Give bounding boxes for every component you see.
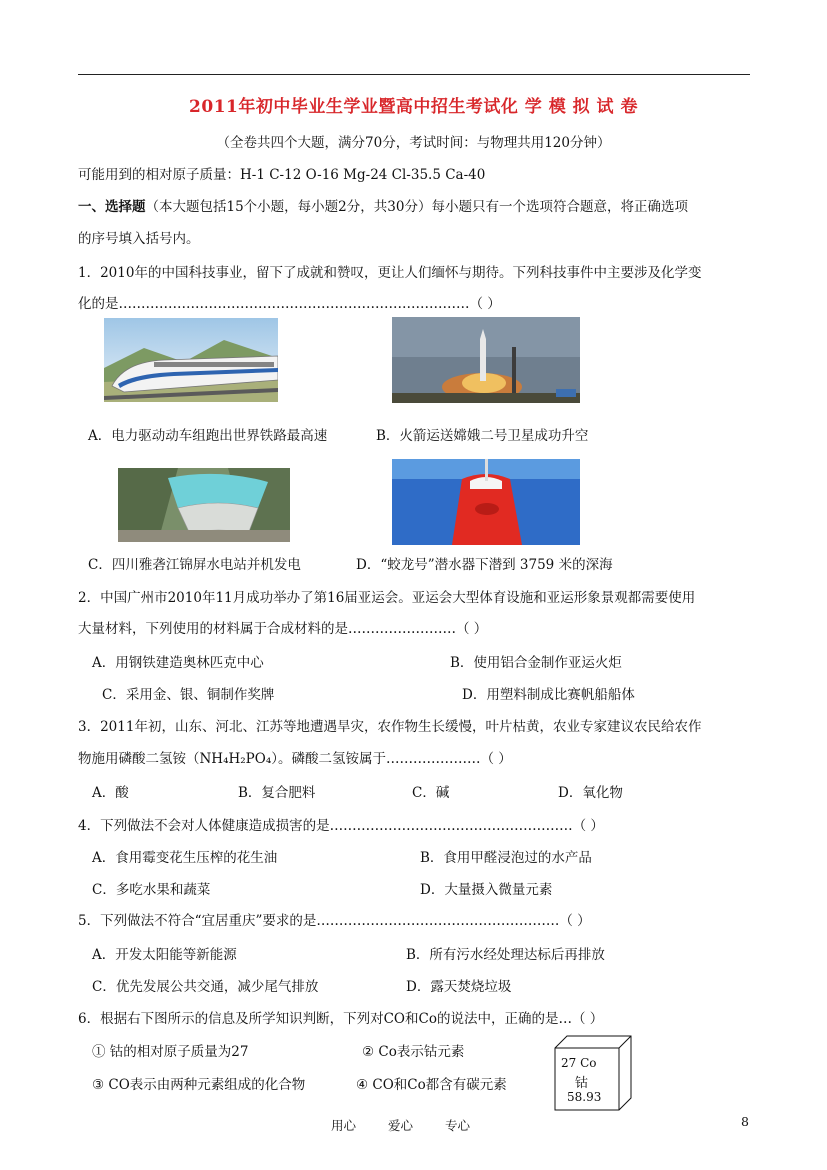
element-mass: 58.93	[567, 1090, 602, 1104]
q2-option-d: D．用塑料制成比赛帆船船体	[462, 687, 635, 703]
q4-option-a: A．食用霉变花生压榨的花生油	[92, 850, 278, 866]
q2-option-a: A．用钢铁建造奥林匹克中心	[92, 655, 264, 671]
exam-subtitle: （全卷共四个大题，满分70分，考试时间：与物理共用120分钟）	[216, 135, 611, 151]
page-number: 8	[741, 1114, 749, 1129]
q3-option-b: B．复合肥料	[238, 785, 316, 801]
header-rule	[78, 74, 750, 75]
q6-statement-4: ④ CO和Co都含有碳元素	[356, 1077, 507, 1093]
submersible-image	[392, 459, 580, 545]
q3-stem-line2: 物施用磷酸二氢铵（NH₄H₂PO₄）。磷酸二氢铵属于…………………（ ）	[78, 751, 512, 767]
exam-title: 2011年初中毕业生学业暨高中招生考试化 学 模 拟 试 卷	[189, 97, 638, 117]
section-1-label: 一、选择题	[78, 199, 146, 215]
footer-motto-2: 爱心	[388, 1118, 414, 1133]
q6-statement-3: ③ CO表示由两种元素组成的化合物	[92, 1077, 306, 1093]
q2-stem-line2: 大量材料，下列使用的材料属于合成材料的是……………………（ ）	[78, 621, 488, 637]
q3-option-d: D．氧化物	[558, 785, 623, 801]
rocket-launch-image	[392, 317, 580, 403]
q2-option-c: C．采用金、银、铜制作奖牌	[102, 687, 275, 703]
q3-option-c: C．碱	[412, 785, 450, 801]
q4-option-b: B．食用甲醛浸泡过的水产品	[420, 850, 592, 866]
atomic-masses: 可能用到的相对原子质量：H-1 C-12 O-16 Mg-24 Cl-35.5 Ca-40	[78, 167, 486, 183]
footer-motto-1: 用心	[331, 1118, 357, 1133]
q2-option-b: B．使用铝合金制作亚运火炬	[450, 655, 622, 671]
element-name: 钴	[575, 1076, 589, 1091]
q1-option-c: C．四川雅砻江锦屏水电站并机发电	[88, 557, 301, 573]
section-1-text-2: 的序号填入括号内。	[78, 231, 200, 247]
footer-motto-3: 专心	[445, 1118, 471, 1133]
q4-option-d: D．大量摄入微量元素	[420, 882, 553, 898]
q4-option-c: C．多吃水果和蔬菜	[92, 882, 211, 898]
q4-stem: 4．下列做法不会对人体健康造成损害的是………………………………………………（ ）	[78, 818, 604, 834]
q5-stem: 5．下列做法不符合“宜居重庆”要求的是………………………………………………（ ）	[78, 913, 591, 929]
q3-option-a: A．酸	[92, 785, 129, 801]
section-1-intro	[78, 195, 688, 215]
bullet-train-image	[104, 318, 278, 402]
q1-option-d: D．“蛟龙号”潜水器下潜到 3759 米的深海	[356, 557, 613, 573]
q3-stem-line1: 3．2011年初，山东、河北、江苏等地遭遇旱灾，农作物生长缓慢，叶片枯黄，农业专家建议农民给农作	[78, 719, 702, 735]
q1-option-b: B．火箭运送嫦娥二号卫星成功升空	[376, 428, 589, 444]
cobalt-element-cell	[553, 1034, 633, 1112]
element-number-symbol: 27 Co	[561, 1056, 597, 1070]
hydropower-dam-image	[118, 468, 290, 542]
q6-statement-2: ② Co表示钴元素	[362, 1044, 465, 1060]
q1-stem-line2: 化的是……………………………………………………………………（ ）	[78, 296, 501, 312]
section-1-text: （本大题包括15个小题，每小题2分，共30分）每小题只有一个选项符合题意，将正确选项	[145, 199, 688, 215]
q6-statement-1: ① 钴的相对原子质量为27	[92, 1044, 249, 1060]
q2-stem-line1: 2．中国广州市2010年11月成功举办了第16届亚运会。亚运会大型体育设施和亚运形象景观都需要使用	[78, 590, 696, 606]
q5-option-c: C．优先发展公共交通，减少尾气排放	[92, 979, 319, 995]
q5-option-a: A．开发太阳能等新能源	[92, 947, 237, 963]
q5-option-d: D．露天焚烧垃圾	[406, 979, 512, 995]
q1-stem-line1: 1．2010年的中国科技事业，留下了成就和赞叹，更让人们缅怀与期待。下列科技事件中主要涉及化学变	[78, 265, 702, 281]
q1-option-a: A．电力驱动动车组跑出世界铁路最高速	[88, 428, 328, 444]
q6-stem: 6．根据右下图所示的信息及所学知识判断，下列对CO和Co的说法中，正确的是…（ ）	[78, 1011, 604, 1027]
q5-option-b: B．所有污水经处理达标后再排放	[406, 947, 605, 963]
